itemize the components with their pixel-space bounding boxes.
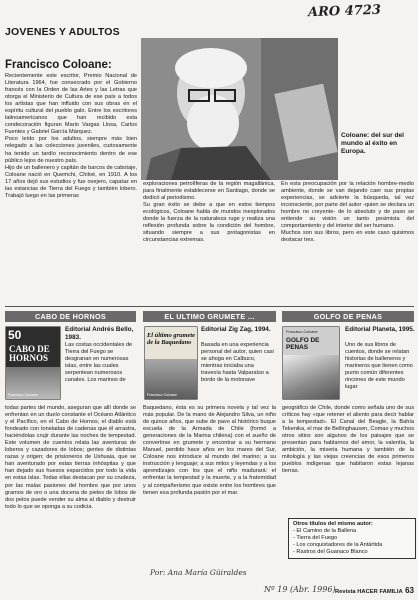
article-paragraph: Poco leído por los adultos, siempre más bien relegado a las colecciones juveniles, curiosamente ha tenido un tardío reconocimiento dentro de ese público lejos de nuestro país. — [5, 136, 137, 164]
magazine-name: Revista HACER FAMILIA — [335, 589, 403, 595]
article-column-2 — [143, 181, 275, 244]
article-title: Francisco Coloane: — [5, 59, 112, 71]
other-title-item: - El Camino de la Ballena — [293, 528, 357, 534]
article-paragraph: Su gran éxito se debe a que en estos tiempos ecológicos, Coloane habla de mundos inexplorados donde la fuerza de la naturaleza ruge y realiza una reflexión profunda sobre la condición del hombre, situando siempre a sus protagonistas en circunstancias extremas. — [143, 202, 275, 244]
review-header-el-ultimo-grumete: EL ULTIMO GRUMETE ... — [143, 311, 276, 322]
article-column-1 — [5, 73, 137, 200]
review-publisher: Editorial Planeta, 1995. — [345, 326, 415, 333]
cover-author: Francisco Coloane — [8, 393, 38, 397]
article-paragraph: Hijo de un ballenero y capitán de barcos de cabotaje, Coloane nació en Quemchi, Chiloé, en 1910. A los 17 años dejó sus estudios y fue ovejero, capataz en las estancias de Tierra del Fuego y también lobero. Trabajó luego en las primeras — [5, 164, 137, 199]
other-titles-heading: Otros títulos del mismo autor: — [293, 521, 373, 527]
article-column-3 — [281, 181, 414, 244]
section-heading: JOVENES Y ADULTOS — [5, 26, 120, 38]
review-publisher: Editorial Andrés Bello, 1983. — [65, 326, 134, 341]
cover-title: GOLFO DE PENAS — [286, 337, 320, 351]
page-footer — [335, 586, 414, 595]
section-divider — [5, 306, 414, 307]
cover-title: El último grumete de la Baquedano — [147, 332, 195, 346]
other-titles-box — [288, 518, 416, 559]
article-paragraph: En esta preocupación por la relación hombre-medio ambiente, donde se van dejando caer sus propias experiencias, se advierte la búsqueda, tal vez inconsciente, por parte del autor -quien se declara un hombre no creyente- de lo absoluto y de paso se entiende su visión un tanto pesimista del comportamiento y del interior del ser humano. — [281, 181, 414, 230]
author-portrait-image — [141, 38, 338, 180]
cover-author: Francisco Coloane — [286, 330, 318, 334]
review-header-golfo-de-penas: GOLFO DE PENAS — [282, 311, 414, 322]
review-intro: Las costas occidentales de Tierra del Fuego se desgranan en numerosas islas, entre las cuales serpentean numerosos canales. Los marinos de — [65, 342, 133, 384]
review-header-cabo-de-hornos: CABO DE HORNOS — [5, 311, 136, 322]
other-title-item: - Tierra del Fuego — [293, 535, 338, 541]
other-title-item: - Rastros del Guanaco Blanco — [293, 549, 368, 555]
other-title-item: - Los conquistadores de la Antártida — [293, 542, 383, 548]
book-cover-cabo-de-hornos — [6, 327, 60, 399]
cover-badge: 50 — [8, 328, 22, 342]
author-photo — [141, 38, 338, 180]
review-publisher: Editorial Zig Zag, 1994. — [201, 326, 271, 333]
handwritten-reference: ARO 4723 — [307, 2, 382, 21]
cover-title: CABO DE HORNOS — [9, 344, 50, 363]
handwritten-credit: Por: Ana María Güiraldes — [150, 568, 247, 577]
page-number: 63 — [405, 586, 414, 595]
handwritten-issue: Nº 19 (Abr. 1996) — [264, 585, 336, 594]
review-body: Baquedano, ésta es su primera novela y tal vez la más popular. De la mano de Alejandro Silva, un niño de quince años, que sube de pavo al histórico buque escuela de la Armada de Chile (formó a generaciones de la Marina chilena) con el sueño de convertirse en grumete y encontrar a su hermano Manuel, perdido hace años en los mares del Sur, Coloane nos introduce al mundo del marino; a su instrucción y lenguaje; a sus mitos y leyendas y a los aprendizajes con los que el niño madurará: el enfrentar la tempestad y la muerte, y a la fraternidad y al compañerismo que existe entre los hombres que tienen esa profunda pasión por el mar. — [143, 405, 276, 496]
review-intro: Uno de sus libros de cuentos, donde se relatan historias de balleneros y marineros que tienen como punto común diferentes rincones de este mundo lugar — [345, 342, 413, 391]
review-body: geográfico de Chile, donde como señala uno de sus críticos hay «que retener el aliento para decir hablar a la tempestad». El Canal del Beagle, la Bahía Tekenika, el mar de Bellinghausen, Comao y muchos otros sitios son algunos de los paisajes que se presentan para hablarnos del amor, la valentía, la ambición, la miseria humana y también de la mitología y las viejas creencias de esos primeros pueblos indígenas que habitaron estas lejanas tierras. — [282, 405, 414, 475]
review-body: todas partes del mundo, aseguran que allí donde se enfrentan en un duelo constante el Océano Atlántico y el Pacífico, en el Cabo de Hornos, el diablo está fondeado con toneladas de cadenas que él arrastra, haciéndolas crujir durante las noches de tempestad. Este volumen de cuentos relata las aventuras de loberos y cazadores de lobos; gentes de distintas razas y origen; de prisioneros de Ushuaia, que se han aventurado por estas tierras inhóspitas y que han dejado sus huesos esparcidos por todo la vida en estas islas. Todas ellas destacan por su crudeza, por las malas pasiones del hombre que por unos gramos de oro o una docena de pieles de lobos de dos pelos puede vender su alma al diablo y destruir todo lo que se oponga a su codicia. — [5, 405, 136, 510]
review-intro: Basada en una experiencia personal del autor, quien casi se ahoga en Calbuco, mientras iniciaba una travesía hasta Valparaíso a bordo de la motonave — [201, 342, 274, 384]
book-cover-golfo-de-penas — [283, 327, 339, 399]
article-paragraph: exploraciones petrolíferas de la región magallánica, para finalmente establecerse en Santiago, donde se dedicó al periodismo. — [143, 181, 275, 202]
article-paragraph: Muchos son sus libros, pero en este caso quisimos destacar tres. — [281, 230, 414, 244]
photo-caption: Coloane: del sur del mundo al éxito en Europa. — [341, 132, 405, 155]
article-paragraph: Recientemente este escritor, Premio Nacional de Literatura 1964, fue consecrado por el Gobierno francés con la Orden de las Artes y las Letras que otorga el Ministerio de Cultura de ese país a todos los artistas que han influido con sus obras en el espíritu cultural del pueblo galo. Entre los escritores latinoamericanos que han recibido esta condecoración figuran Mario Vargas Llosa, Carlos Fuentes y Gabriel García Márquez. — [5, 73, 137, 136]
book-cover-el-ultimo-grumete — [145, 327, 197, 399]
cover-author: Francisco Coloane — [147, 393, 177, 397]
